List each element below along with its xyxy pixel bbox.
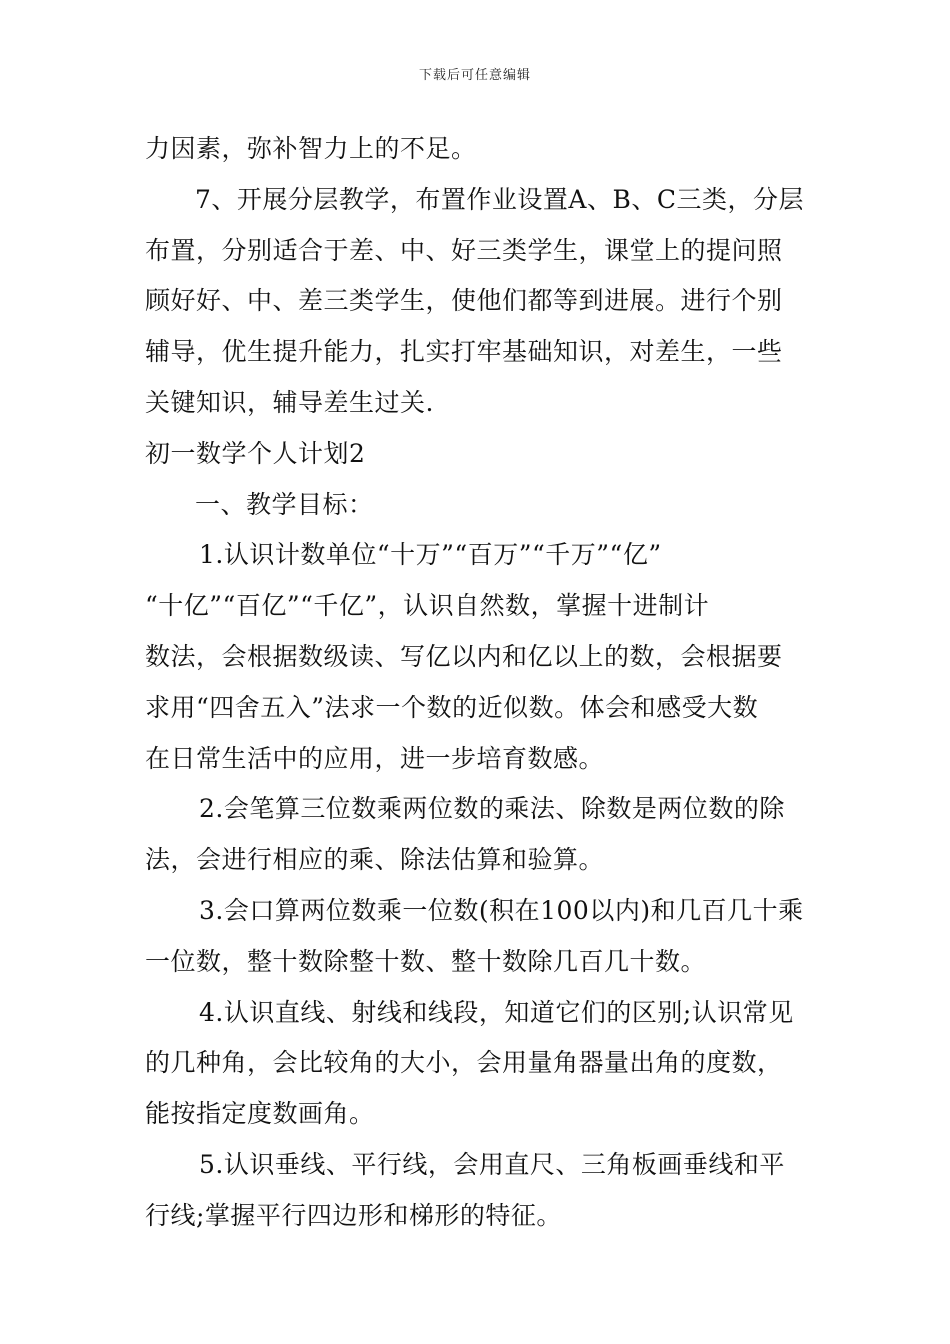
text-line: 3.会口算两位数乘一位数(积在100以内)和几百几十乘: [199, 895, 804, 925]
page-header: 下载后可任意编辑: [418, 68, 531, 83]
section-heading: 初一数学个人计划2: [145, 438, 366, 468]
text-line: 4.认识直线、射线和线段，知道它们的区别;认识常见: [199, 997, 794, 1027]
text-line: 关键知识，辅导差生过关.: [145, 387, 434, 417]
text-line: 在日常生活中的应用，进一步培育数感。: [145, 743, 605, 773]
text-line: 力因素，弥补智力上的不足。: [145, 134, 477, 163]
text-line: 2.会笔算三位数乘两位数的乘法、除数是两位数的除: [199, 794, 785, 824]
text-line: 的几种角，会比较角的大小，会用量角器量出角的度数，: [145, 1048, 783, 1078]
text-line: 布置，分别适合于差、中、好三类学生，课堂上的提问照: [145, 235, 783, 265]
text-line: 5.认识垂线、平行线，会用直尺、三角板画垂线和平: [199, 1149, 785, 1179]
text-line: 顾好好、中、差三类学生，使他们都等到进展。进行个别: [145, 286, 783, 316]
text-line: 数法，会根据数级读、写亿以内和亿以上的数，会根据要: [145, 641, 783, 671]
text-line: 辅导，优生提升能力，扎实打牢基础知识，对差生，一些: [145, 337, 783, 367]
text-line: 一位数，整十数除整十数、整十数除几百几十数。: [145, 946, 707, 976]
text-line: 1.认识计数单位“十万”“百万”“千万”“亿”: [199, 540, 662, 570]
subheading: 一、教学目标：: [195, 489, 374, 519]
text-line: 7、开展分层教学，布置作业设置A、B、C三类，分层: [195, 184, 804, 214]
document-body: [145, 124, 810, 1242]
text-line: 能按指定度数画角。: [145, 1099, 375, 1129]
text-line: 求用“四舍五入”法求一个数的近似数。体会和感受大数: [145, 692, 759, 722]
text-line: 法，会进行相应的乘、除法估算和验算。: [145, 845, 605, 875]
text-line: 行线;掌握平行四边形和梯形的特征。: [145, 1200, 562, 1230]
text-line: “十亿”“百亿”“千亿”，认识自然数，掌握十进制计: [145, 591, 710, 621]
